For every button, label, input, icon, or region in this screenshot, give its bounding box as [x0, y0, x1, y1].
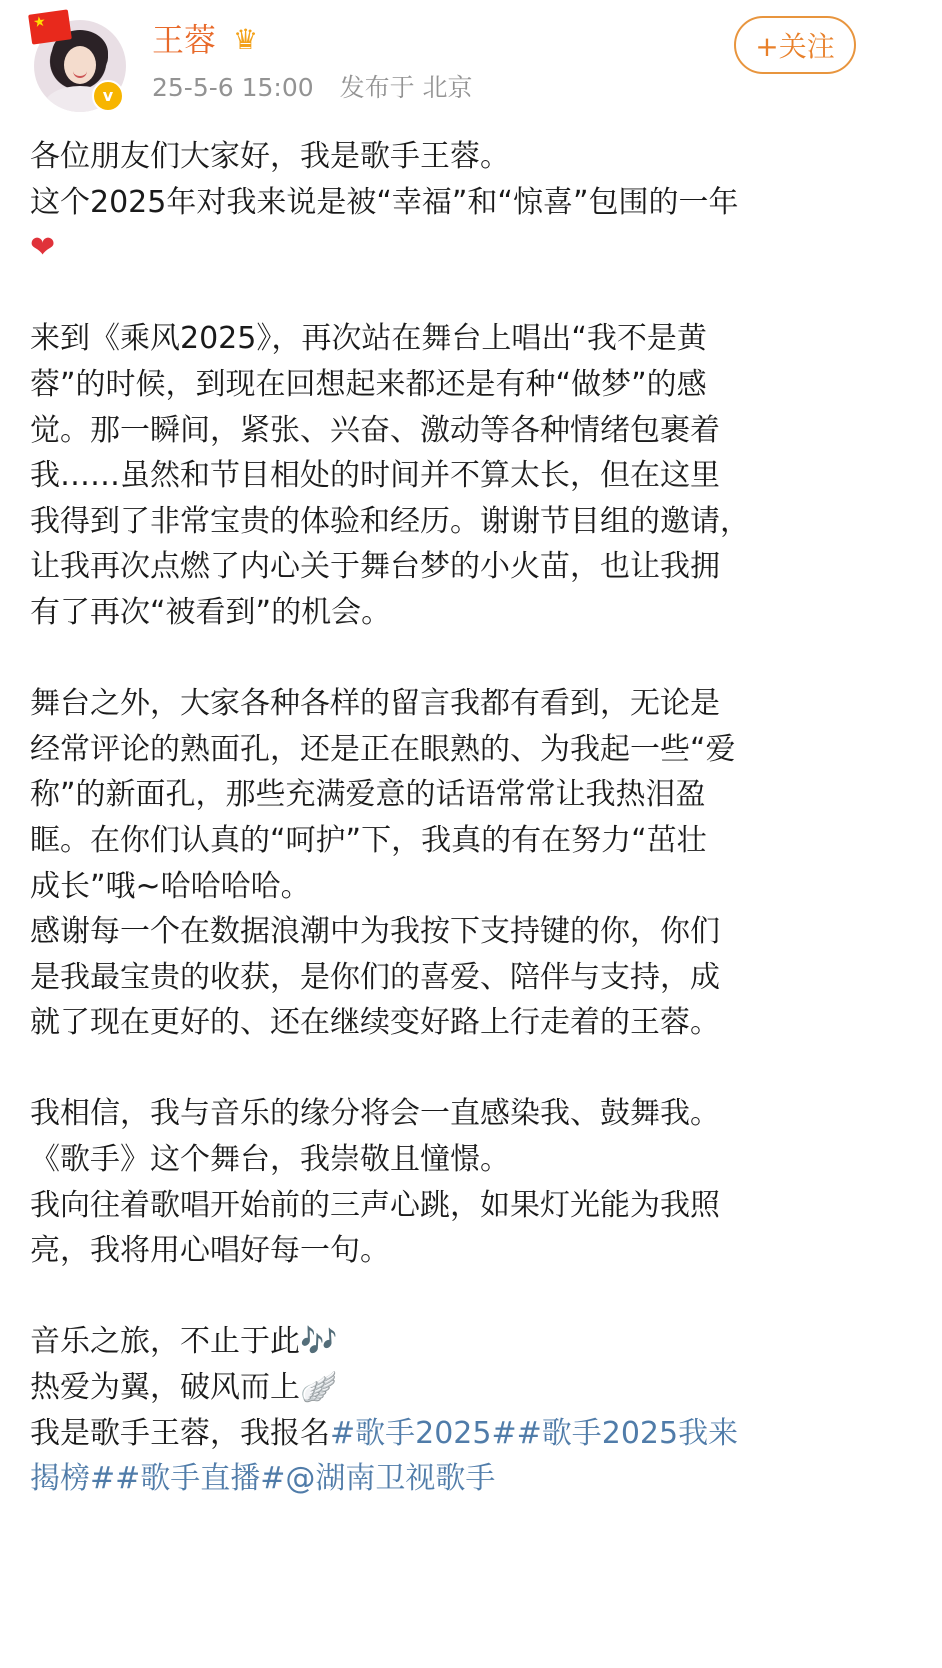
hashtag-link[interactable]: 揭榜##歌手直播#@湖南卫视歌手 [30, 1461, 496, 1497]
post-text: 热爱为翼，破风而上 [30, 1370, 300, 1406]
post-text-line [30, 225, 870, 271]
crown-icon: ♛ [233, 23, 259, 56]
post-text-line [30, 1365, 870, 1411]
post-text-line: 我向往着歌唱开始前的三声心跳，如果灯光能为我照 [30, 1187, 720, 1223]
post-text-line: 成长”哦~哈哈哈哈。 [30, 868, 311, 904]
post-text-line: 《歌手》这个舞台，我崇敬且憧憬。 [30, 1142, 510, 1178]
post-text-line: 经常评论的熟面孔，还是正在眼熟的、为我起一些“爱 [30, 731, 736, 767]
post-text: 音乐之旅，不止于此 [30, 1324, 300, 1360]
post-timestamp: 25-5-6 15:00 [152, 73, 314, 102]
post-header [0, 0, 942, 120]
verified-badge-icon: v [92, 80, 124, 112]
post-text-line: 蓉”的时候，到现在回想起来都还是有种“做梦”的感 [30, 366, 707, 402]
avatar[interactable] [30, 12, 130, 112]
post-text-line: 感谢每一个在数据浪潮中为我按下支持键的你，你们 [30, 914, 720, 950]
post-text-line: 是我最宝贵的收获，是你们的喜爱、陪伴与支持，成 [30, 959, 720, 995]
follow-button[interactable]: +关注 [734, 16, 856, 74]
post-text-line: 来到《乘风2025》，再次站在舞台上唱出“我不是黄 [30, 321, 707, 357]
china-flag-icon: ★ [28, 9, 72, 44]
post-meta [152, 70, 473, 106]
hashtag-link[interactable]: #歌手2025##歌手2025我来 [330, 1415, 739, 1451]
post-text: 我是歌手王蓉，我报名 [30, 1415, 330, 1451]
post-text-line: 各位朋友们大家好，我是歌手王蓉。 [30, 139, 510, 174]
post-text-line [30, 1319, 870, 1365]
post-text-line: 我相信，我与音乐的缘分将会一直感染我、鼓舞我。 [30, 1096, 720, 1132]
post-body [30, 134, 870, 1502]
post-text-line: 这个2025年对我来说是被“幸福”和“惊喜”包围的一年 [30, 184, 739, 220]
post-text-line: 让我再次点燃了内心关于舞台梦的小火苗，也让我拥 [30, 549, 720, 585]
music-notes-icon: 🎶 [300, 1324, 338, 1360]
post-text-line: 舞台之外，大家各种各样的留言我都有看到，无论是 [30, 686, 720, 722]
author-name[interactable]: 王蓉 [152, 21, 217, 59]
post-text-line: 称”的新面孔，那些充满爱意的话语常常让我热泪盈 [30, 777, 706, 813]
post-text-line [30, 1411, 870, 1457]
wing-icon: 🪽 [300, 1370, 338, 1406]
heart-icon: ❤ [30, 230, 56, 266]
post-text-line: 有了再次“被看到”的机会。 [30, 594, 392, 630]
post-text-line: 眶。在你们认真的“呵护”下，我真的有在努力“茁壮 [30, 822, 707, 858]
post-text-line: 我得到了非常宝贵的体验和经历。谢谢节目组的邀请， [30, 503, 750, 539]
post-text-line: 亮，我将用心唱好每一句。 [30, 1233, 390, 1269]
post-text-line: 觉。那一瞬间，紧张、兴奋、激动等各种情绪包裹着 [30, 412, 720, 448]
post-text-line: 我……虽然和节目相处的时间并不算太长，但在这里 [30, 458, 720, 494]
post-location: 发布于 北京 [339, 73, 473, 102]
post-text-line [30, 1456, 870, 1502]
post-text-line: 就了现在更好的、还在继续变好路上行走着的王蓉。 [30, 1005, 720, 1041]
